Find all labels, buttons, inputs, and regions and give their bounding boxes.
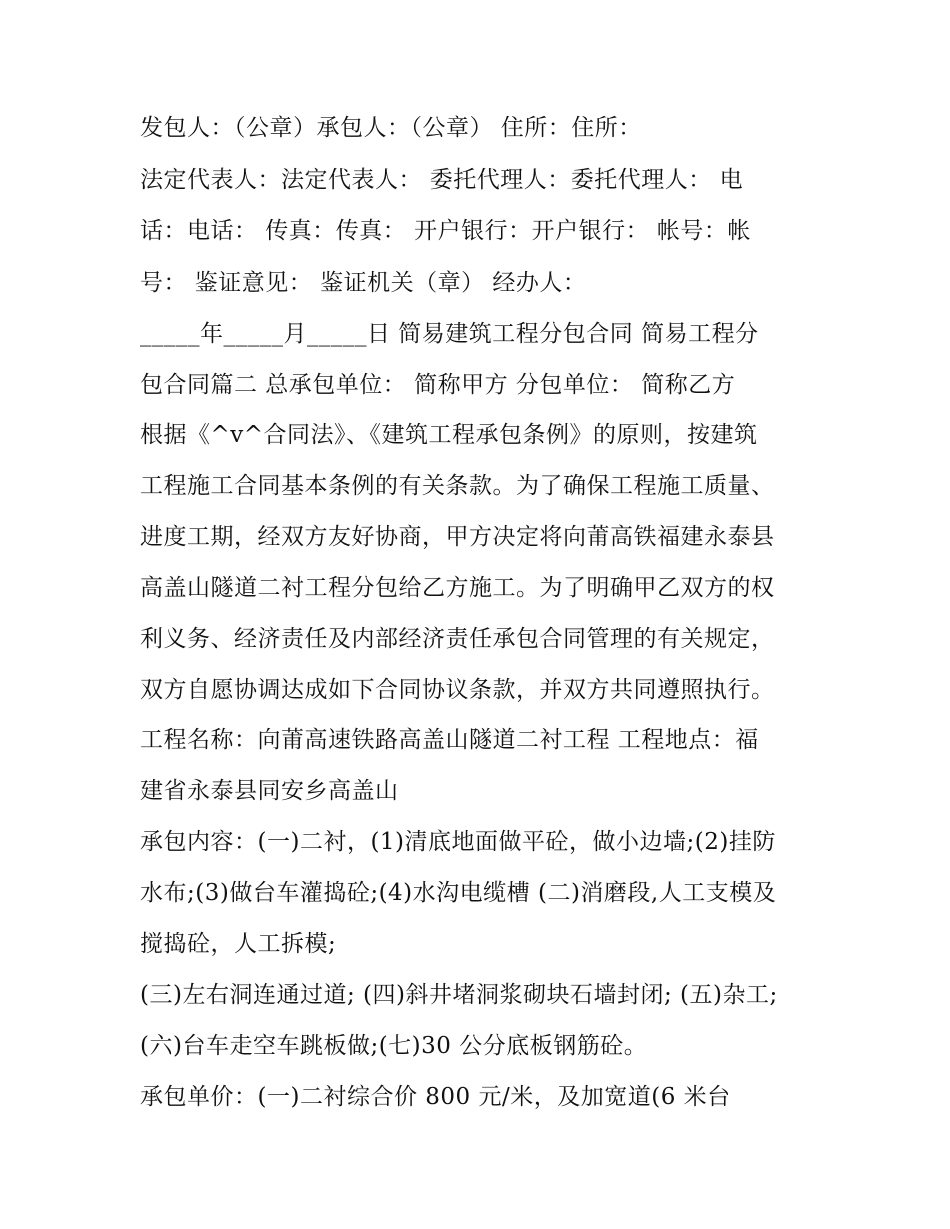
text-line: 发包人：（公章）承包人：（公章） 住所：住所： (140, 115, 642, 141)
text-line: (六)台车走空车跳板做;(七)30 公分底板钢筋砼。 (140, 1033, 648, 1059)
text-line: 法定代表人：法定代表人： 委托代理人：委托代理人： 电 (140, 167, 744, 193)
text-line: 进度工期，经双方友好协商，甲方决定将向莆高铁福建永泰县 (140, 524, 775, 550)
text-line: _____年_____月_____日 简易建筑工程分包合同 简易工程分 (140, 321, 759, 347)
text-line: 利义务、经济责任及内部经济责任承包合同管理的有关规定， (140, 626, 775, 652)
text-line: 工程施工合同基本条例的有关条款。为了确保工程施工质量、 (140, 473, 775, 499)
text-line: 建省永泰县同安乡高盖山 (140, 778, 399, 804)
text-line: 根据《^v^合同法》、《建筑工程承包条例》的原则，按建筑 (140, 422, 758, 448)
text-line: 工程名称：向莆高速铁路高盖山隧道二衬工程 工程地点：福 (140, 727, 759, 753)
text-line: 包合同篇二 总承包单位： 简称甲方 分包单位： 简称乙方 (140, 372, 736, 398)
text-line: 话：电话： 传真：传真： 开户银行：开户银行： 帐号：帐 (140, 218, 751, 244)
text-line: 高盖山隧道二衬工程分包给乙方施工。为了明确甲乙双方的权 (140, 575, 775, 601)
text-line: 搅捣砼，人工拆模; (140, 931, 337, 957)
text-line: (三)左右洞连通过道; (四)斜井堵洞浆砌块石墙封闭; (五)杂工; (140, 982, 778, 1008)
text-line: 承包单价：(一)二衬综合价 800 元/米，及加宽道(6 米台 (140, 1084, 731, 1110)
text-line: 承包内容：(一)二衬，(1)清底地面做平砼，做小边墙;(2)挂防 (140, 829, 776, 855)
text-line: 水布;(3)做台车灌捣砼;(4)水沟电缆槽 (二)消磨段,人工支模及 (140, 880, 777, 906)
text-line: 双方自愿协调达成如下合同协议条款，并双方共同遵照执行。 (140, 677, 775, 703)
text-line: 号： 鉴证意见： 鉴证机关（章） 经办人： (140, 270, 587, 296)
